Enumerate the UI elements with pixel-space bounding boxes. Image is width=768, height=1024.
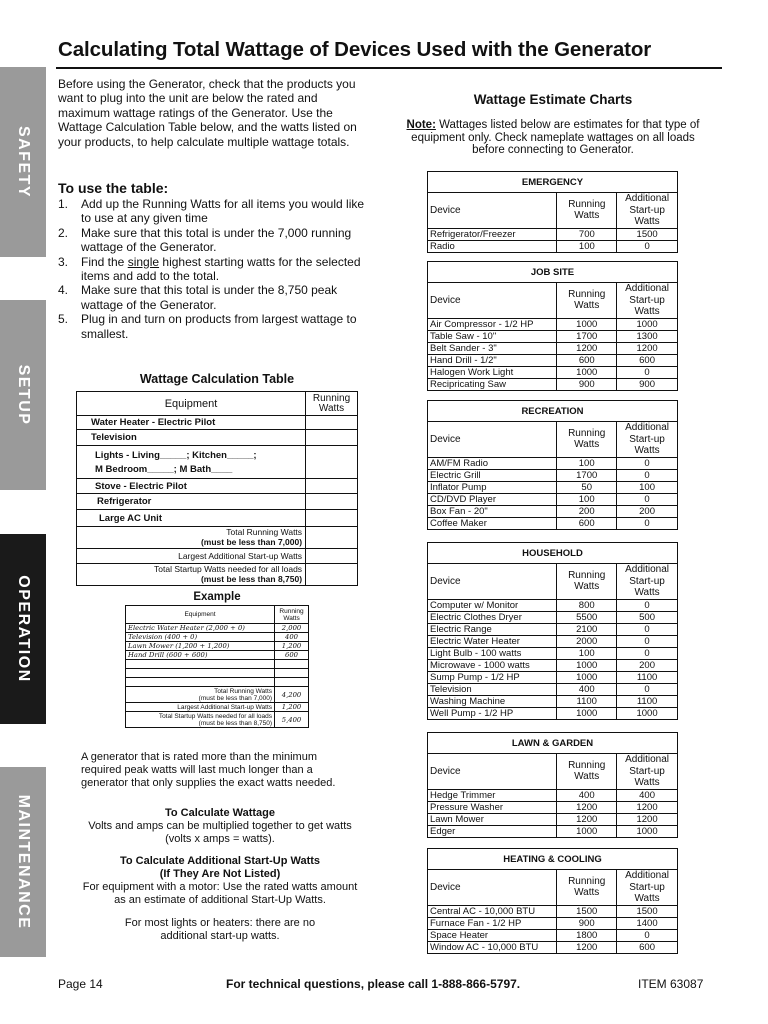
calc-input[interactable] bbox=[306, 430, 358, 446]
running-watts-cell: 900 bbox=[557, 378, 617, 390]
calc-startup-subheading: (If They Are Not Listed) bbox=[159, 868, 281, 880]
step-item: 3. Find the single highest starting watts for the selected items and add to the total. bbox=[58, 254, 361, 284]
calc-input[interactable] bbox=[306, 527, 358, 549]
table-row bbox=[428, 493, 678, 505]
device-cell: CD/DVD Player bbox=[428, 493, 557, 505]
col-running-watts: Running Watts bbox=[557, 564, 617, 600]
tech-support-line: For technical questions, please call 1-888-866-5797. bbox=[226, 977, 521, 991]
startup-watts-cell: 200 bbox=[617, 505, 678, 517]
table-row bbox=[428, 481, 678, 493]
ex-total-startup-value: 5,400 bbox=[275, 712, 309, 728]
table-row bbox=[428, 342, 678, 354]
ex-empty-row bbox=[126, 678, 275, 687]
device-cell: Belt Sander - 3" bbox=[428, 342, 557, 354]
running-watts-cell: 400 bbox=[557, 683, 617, 695]
running-watts-cell: 1000 bbox=[557, 825, 617, 837]
startup-watts-cell: 1000 bbox=[617, 318, 678, 330]
table-row bbox=[428, 671, 678, 683]
running-watts-cell: 1800 bbox=[557, 929, 617, 941]
table-category: EMERGENCY bbox=[428, 172, 678, 193]
ex-total-startup: Total Startup Watts needed for all loads (must be less than 8,750) bbox=[126, 712, 275, 728]
ex-row: Lawn Mower (1,200 + 1,200) bbox=[126, 642, 275, 651]
startup-watts-cell: 0 bbox=[617, 240, 678, 252]
calc-largest-startup: Largest Additional Start-up Watts bbox=[77, 549, 306, 564]
running-watts-cell: 2100 bbox=[557, 623, 617, 635]
running-watts-cell: 1000 bbox=[557, 671, 617, 683]
estimate-heading: Wattage Estimate Charts bbox=[473, 92, 633, 107]
startup-watts-cell: 0 bbox=[617, 457, 678, 469]
ex-total-running: Total Running Watts (must be less than 7,000) bbox=[126, 687, 275, 703]
device-cell: Pressure Washer bbox=[428, 801, 557, 813]
col-additional-watts: Additional Start-up Watts bbox=[617, 754, 678, 790]
running-watts-cell: 800 bbox=[557, 599, 617, 611]
calc-startup-text: For equipment with a motor: Use the rated watts amount as an estimate of additional Start-Up Watts. bbox=[82, 881, 358, 906]
device-cell: Space Heater bbox=[428, 929, 557, 941]
startup-watts-cell: 400 bbox=[617, 789, 678, 801]
device-cell: Computer w/ Monitor bbox=[428, 599, 557, 611]
ex-col-equipment: Equipment bbox=[126, 606, 275, 624]
startup-watts-cell: 0 bbox=[617, 599, 678, 611]
col-running-watts: Running Watts bbox=[557, 870, 617, 906]
table-row bbox=[428, 228, 678, 240]
device-cell: Electric Water Heater bbox=[428, 635, 557, 647]
table-row bbox=[428, 659, 678, 671]
running-watts-cell: 50 bbox=[557, 481, 617, 493]
col-device: Device bbox=[428, 754, 557, 790]
calc-row: Stove - Electric Pilot bbox=[77, 479, 306, 494]
startup-watts-cell: 1400 bbox=[617, 917, 678, 929]
running-watts-cell: 1000 bbox=[557, 707, 617, 719]
table-row bbox=[428, 517, 678, 529]
startup-watts-cell: 1300 bbox=[617, 330, 678, 342]
running-watts-cell: 1100 bbox=[557, 695, 617, 707]
table-row bbox=[428, 941, 678, 953]
wattage-calculation-table bbox=[76, 391, 358, 586]
ex-col-running: Running Watts bbox=[275, 606, 309, 624]
startup-watts-cell: 1000 bbox=[617, 825, 678, 837]
col-additional-watts: Additional Start-up Watts bbox=[617, 870, 678, 906]
startup-watts-cell: 600 bbox=[617, 354, 678, 366]
running-watts-cell: 1200 bbox=[557, 941, 617, 953]
device-cell: Electric Grill bbox=[428, 469, 557, 481]
calc-wattage-text: Volts and amps can be multiplied together to get watts (volts x amps = watts). bbox=[88, 820, 352, 845]
device-cell: Washing Machine bbox=[428, 695, 557, 707]
startup-watts-cell: 1100 bbox=[617, 671, 678, 683]
ex-total-running-value: 4,200 bbox=[275, 687, 309, 703]
startup-watts-cell: 0 bbox=[617, 623, 678, 635]
running-watts-cell: 1000 bbox=[557, 659, 617, 671]
startup-watts-cell: 1500 bbox=[617, 905, 678, 917]
running-watts-cell: 1700 bbox=[557, 469, 617, 481]
device-cell: Hedge Trimmer bbox=[428, 789, 557, 801]
running-watts-cell: 200 bbox=[557, 505, 617, 517]
step-item: 1. Add up the Running Watts for all items you would like to use at any given time bbox=[58, 197, 365, 226]
estimate-table-recreation bbox=[427, 400, 678, 530]
estimate-table-job-site bbox=[427, 261, 678, 391]
col-device: Device bbox=[428, 422, 557, 458]
page-number: Page 14 bbox=[58, 977, 103, 991]
device-cell: Window AC - 10,000 BTU bbox=[428, 941, 557, 953]
calc-input[interactable] bbox=[306, 446, 358, 479]
col-device: Device bbox=[428, 283, 557, 319]
tab-safety-label: SAFETY bbox=[15, 125, 32, 199]
table-category: HEATING & COOLING bbox=[428, 849, 678, 870]
running-watts-cell: 1200 bbox=[557, 342, 617, 354]
running-watts-cell: 2000 bbox=[557, 635, 617, 647]
calc-row: Television bbox=[77, 430, 306, 446]
device-cell: Box Fan - 20" bbox=[428, 505, 557, 517]
running-watts-cell: 900 bbox=[557, 917, 617, 929]
device-cell: Lawn Mower bbox=[428, 813, 557, 825]
running-watts-cell: 100 bbox=[557, 240, 617, 252]
ex-largest-startup-value: 1,200 bbox=[275, 703, 309, 712]
device-cell: AM/FM Radio bbox=[428, 457, 557, 469]
device-cell: Radio bbox=[428, 240, 557, 252]
device-cell: Refrigerator/Freezer bbox=[428, 228, 557, 240]
table-row bbox=[428, 599, 678, 611]
table-row bbox=[428, 366, 678, 378]
device-cell: Inflator Pump bbox=[428, 481, 557, 493]
table-row bbox=[428, 813, 678, 825]
ex-empty-row bbox=[126, 660, 275, 669]
calc-total-startup: Total Startup Watts needed for all loads (must be less than 8,750) bbox=[77, 564, 306, 586]
calc-row: Water Heater - Electric Pilot bbox=[77, 416, 306, 430]
tab-setup[interactable] bbox=[0, 300, 46, 490]
table-row bbox=[428, 505, 678, 517]
startup-watts-cell: 1500 bbox=[617, 228, 678, 240]
estimate-table-heating-cooling bbox=[427, 848, 678, 954]
col-additional-watts: Additional Start-up Watts bbox=[617, 422, 678, 458]
running-watts-cell: 100 bbox=[557, 493, 617, 505]
col-running-watts: Running Watts bbox=[557, 754, 617, 790]
startup-watts-cell: 500 bbox=[617, 611, 678, 623]
ex-largest-startup: Largest Additional Start-up Watts bbox=[126, 703, 275, 712]
table-row bbox=[428, 457, 678, 469]
startup-watts-cell: 1200 bbox=[617, 813, 678, 825]
table-row bbox=[428, 647, 678, 659]
ex-value: 1,200 bbox=[275, 642, 309, 651]
running-watts-cell: 5500 bbox=[557, 611, 617, 623]
table-row bbox=[428, 707, 678, 719]
steps-list bbox=[58, 197, 368, 341]
page-title: Calculating Total Wattage of Devices Used with the Generator bbox=[58, 38, 652, 61]
table-row bbox=[428, 330, 678, 342]
calc-input[interactable] bbox=[306, 479, 358, 494]
device-cell: Television bbox=[428, 683, 557, 695]
startup-watts-cell: 200 bbox=[617, 659, 678, 671]
ex-row: Television (400 + 0) bbox=[126, 633, 275, 642]
tab-operation-label: OPERATION bbox=[15, 575, 32, 683]
tab-safety[interactable] bbox=[0, 67, 46, 257]
running-watts-cell: 400 bbox=[557, 789, 617, 801]
table-row bbox=[428, 611, 678, 623]
table-category: HOUSEHOLD bbox=[428, 543, 678, 564]
device-cell: Electric Clothes Dryer bbox=[428, 611, 557, 623]
col-running-watts: Running Watts bbox=[557, 422, 617, 458]
table-row bbox=[428, 318, 678, 330]
running-watts-cell: 100 bbox=[557, 647, 617, 659]
startup-watts-cell: 1100 bbox=[617, 695, 678, 707]
calc-wattage-heading: To Calculate Wattage bbox=[164, 807, 276, 819]
startup-watts-cell: 0 bbox=[617, 517, 678, 529]
device-cell: Well Pump - 1/2 HP bbox=[428, 707, 557, 719]
table-row bbox=[428, 917, 678, 929]
tab-setup-label: SETUP bbox=[15, 364, 32, 426]
ex-value: 400 bbox=[275, 633, 309, 642]
device-cell: Microwave - 1000 watts bbox=[428, 659, 557, 671]
table-row bbox=[428, 240, 678, 252]
step-item: 4. Make sure that this total is under the 8,750 peak wattage of the Generator. bbox=[58, 283, 338, 312]
table-category: RECREATION bbox=[428, 401, 678, 422]
calc-input[interactable] bbox=[306, 564, 358, 586]
running-watts-cell: 1200 bbox=[557, 813, 617, 825]
table-row bbox=[428, 825, 678, 837]
table-row bbox=[428, 789, 678, 801]
startup-watts-cell: 900 bbox=[617, 378, 678, 390]
device-cell: Table Saw - 10" bbox=[428, 330, 557, 342]
calc-startup-heading: To Calculate Additional Start-Up Watts bbox=[119, 855, 321, 867]
table-row bbox=[428, 801, 678, 813]
ex-row: Hand Drill (600 + 600) bbox=[126, 651, 275, 660]
table-row bbox=[428, 695, 678, 707]
table-row bbox=[428, 469, 678, 481]
intro-paragraph: Before using the Generator, check that the products you want to plug into the unit are below the rated and maximum wattage ratings of the Generator. Use the Wattage Calculation Table below, and the watts listed on your products, to help calculate multiple wattage totals. bbox=[58, 77, 357, 149]
calc-row: Lights - Living_____; Kitchen_____; M Bedroom_____; M Bath____ bbox=[77, 446, 306, 479]
estimate-table-household bbox=[427, 542, 678, 720]
startup-watts-cell: 0 bbox=[617, 683, 678, 695]
ex-row: Electric Water Heater (2,000 + 0) bbox=[126, 624, 275, 633]
startup-watts-cell: 0 bbox=[617, 929, 678, 941]
startup-watts-cell: 0 bbox=[617, 469, 678, 481]
table-row bbox=[428, 905, 678, 917]
example-title: Example bbox=[193, 591, 241, 603]
ex-value: 2,000 bbox=[275, 624, 309, 633]
step-item: 5. Plug in and turn on products from largest wattage to smallest. bbox=[58, 312, 357, 341]
running-watts-cell: 100 bbox=[557, 457, 617, 469]
tab-operation[interactable] bbox=[0, 534, 46, 724]
device-cell: Coffee Maker bbox=[428, 517, 557, 529]
device-cell: Hand Drill - 1/2" bbox=[428, 354, 557, 366]
col-additional-watts: Additional Start-up Watts bbox=[617, 564, 678, 600]
startup-watts-cell: 0 bbox=[617, 635, 678, 647]
device-cell: Halogen Work Light bbox=[428, 366, 557, 378]
startup-watts-cell: 0 bbox=[617, 647, 678, 659]
calc-input[interactable] bbox=[306, 510, 358, 527]
example-table bbox=[125, 605, 309, 728]
generator-note: A generator that is rated more than the minimum required peak watts will last much longer than a generator that only supplies the exact watts needed. bbox=[81, 751, 336, 789]
running-watts-cell: 1000 bbox=[557, 366, 617, 378]
calc-row: Large AC Unit bbox=[77, 510, 306, 527]
ex-value: 600 bbox=[275, 651, 309, 660]
running-watts-cell: 1700 bbox=[557, 330, 617, 342]
col-running-watts: Running Watts bbox=[557, 193, 617, 229]
startup-watts-cell: 100 bbox=[617, 481, 678, 493]
col-running-watts: Running Watts bbox=[306, 392, 358, 416]
table-category: JOB SITE bbox=[428, 262, 678, 283]
table-row bbox=[428, 378, 678, 390]
col-device: Device bbox=[428, 193, 557, 229]
col-equipment: Equipment bbox=[77, 392, 306, 416]
calc-table-title: Wattage Calculation Table bbox=[139, 372, 295, 386]
estimate-table-lawn-garden bbox=[427, 732, 678, 838]
startup-watts-cell: 1200 bbox=[617, 801, 678, 813]
calc-input[interactable] bbox=[306, 549, 358, 564]
col-device: Device bbox=[428, 870, 557, 906]
device-cell: Electric Range bbox=[428, 623, 557, 635]
table-row bbox=[428, 354, 678, 366]
device-cell: Sump Pump - 1/2 HP bbox=[428, 671, 557, 683]
use-table-heading: To use the table: bbox=[58, 180, 169, 196]
running-watts-cell: 700 bbox=[557, 228, 617, 240]
table-row bbox=[428, 623, 678, 635]
col-additional-watts: Additional Start-up Watts bbox=[617, 283, 678, 319]
item-number: ITEM 63087 bbox=[638, 977, 704, 991]
startup-watts-cell: 0 bbox=[617, 366, 678, 378]
startup-watts-cell: 0 bbox=[617, 493, 678, 505]
col-additional-watts: Additional Start-up Watts bbox=[617, 193, 678, 229]
col-device: Device bbox=[428, 564, 557, 600]
tab-maintenance[interactable] bbox=[0, 767, 46, 957]
table-row bbox=[428, 929, 678, 941]
table-category: LAWN & GARDEN bbox=[428, 733, 678, 754]
calc-row: Refrigerator bbox=[77, 494, 306, 510]
col-running-watts: Running Watts bbox=[557, 283, 617, 319]
running-watts-cell: 1200 bbox=[557, 801, 617, 813]
device-cell: Edger bbox=[428, 825, 557, 837]
startup-watts-cell: 1200 bbox=[617, 342, 678, 354]
running-watts-cell: 1500 bbox=[557, 905, 617, 917]
running-watts-cell: 600 bbox=[557, 517, 617, 529]
calc-total-running: Total Running Watts (must be less than 7,000) bbox=[77, 527, 306, 549]
table-row bbox=[428, 683, 678, 695]
device-cell: Furnace Fan - 1/2 HP bbox=[428, 917, 557, 929]
lights-text: For most lights or heaters: there are no additional start-up watts. bbox=[124, 917, 316, 942]
step-item: 2. Make sure that this total is under the 7,000 running wattage of the Generator. bbox=[58, 225, 352, 255]
calc-input[interactable] bbox=[306, 494, 358, 510]
tab-maintenance-label: MAINTENANCE bbox=[15, 794, 32, 930]
ex-empty-row bbox=[126, 669, 275, 678]
table-row bbox=[428, 635, 678, 647]
running-watts-cell: 600 bbox=[557, 354, 617, 366]
device-cell: Recipricating Saw bbox=[428, 378, 557, 390]
estimate-note: Note: Wattages listed below are estimates for that type of equipment only. Check nameplate wattages on all loads before connecting to Generator. bbox=[406, 119, 700, 156]
title-rule bbox=[56, 67, 722, 69]
startup-watts-cell: 1000 bbox=[617, 707, 678, 719]
device-cell: Air Compressor - 1/2 HP bbox=[428, 318, 557, 330]
running-watts-cell: 1000 bbox=[557, 318, 617, 330]
device-cell: Central AC - 10,000 BTU bbox=[428, 905, 557, 917]
estimate-table-emergency bbox=[427, 171, 678, 253]
calc-input[interactable] bbox=[306, 416, 358, 430]
startup-watts-cell: 600 bbox=[617, 941, 678, 953]
device-cell: Light Bulb - 100 watts bbox=[428, 647, 557, 659]
